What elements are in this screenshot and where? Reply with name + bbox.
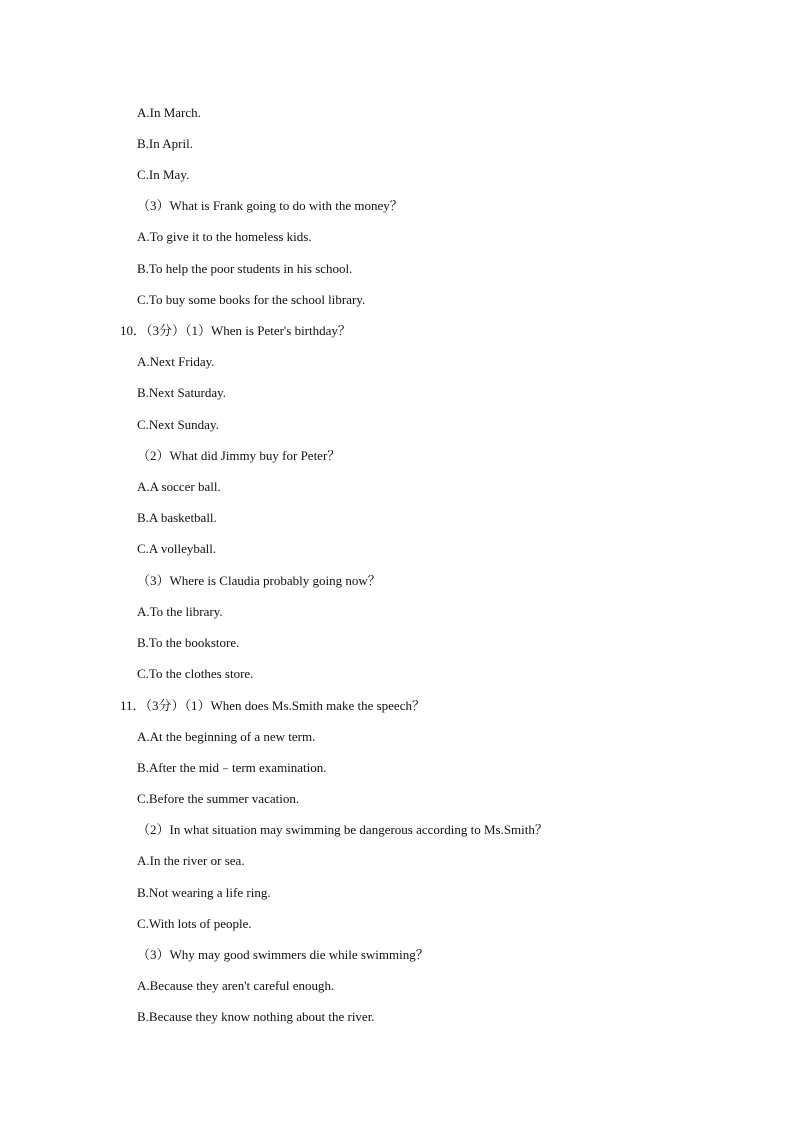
q9-part2-option-b: B.In April. (137, 136, 193, 151)
q11-part2-question: （2）In what situation may swimming be dangerous according to Ms.Smith？ (137, 822, 548, 837)
q10-part3-option-b: B.To the bookstore. (137, 635, 240, 650)
q10-part3-option-c: C.To the clothes store. (137, 666, 254, 681)
q11-part1-option-a: A.At the beginning of a new term. (137, 729, 316, 744)
q10-part1-option-a: A.Next Friday. (137, 354, 215, 369)
q9-part2-option-c: C.In May. (137, 167, 190, 182)
q11-part3-question: （3）Why may good swimmers die while swimming？ (137, 947, 429, 962)
q10-part2-question: （2）What did Jimmy buy for Peter？ (137, 448, 341, 463)
q10-part3-question: （3）Where is Claudia probably going now？ (137, 573, 381, 588)
q11-header: 11．（3分）（1）When does Ms.Smith make the speech？ (120, 698, 425, 713)
q11-part1-option-c: C.Before the summer vacation. (137, 791, 300, 806)
q11-part2-option-c: C.With lots of people. (137, 916, 252, 931)
q11-part3-option-a: A.Because they aren't careful enough. (137, 978, 335, 993)
q10-part1-option-b: B.Next Saturday. (137, 385, 227, 400)
q11-part2-option-a: A.In the river or sea. (137, 853, 245, 868)
q10-part2-option-b: B.A basketball. (137, 510, 217, 525)
q11-part2-option-b: B.Not wearing a life ring. (137, 885, 271, 900)
q9-part3-option-a: A.To give it to the homeless kids. (137, 229, 312, 244)
q9-part3-option-c: C.To buy some books for the school library. (137, 292, 366, 307)
q11-part1-option-b: B.After the mid﹣term examination. (137, 760, 327, 775)
q9-part3-question: （3）What is Frank going to do with the money？ (137, 198, 403, 213)
q9-part2-option-a: A.In March. (137, 105, 201, 120)
q11-part3-option-b: B.Because they know nothing about the river. (137, 1009, 375, 1024)
q10-header: 10．（3分）（1）When is Peter's birthday？ (120, 323, 351, 338)
q10-part1-option-c: C.Next Sunday. (137, 417, 219, 432)
q10-part3-option-a: A.To the library. (137, 604, 223, 619)
q10-part2-option-c: C.A volleyball. (137, 541, 217, 556)
q10-part2-option-a: A.A soccer ball. (137, 479, 221, 494)
q9-part3-option-b: B.To help the poor students in his school. (137, 261, 353, 276)
